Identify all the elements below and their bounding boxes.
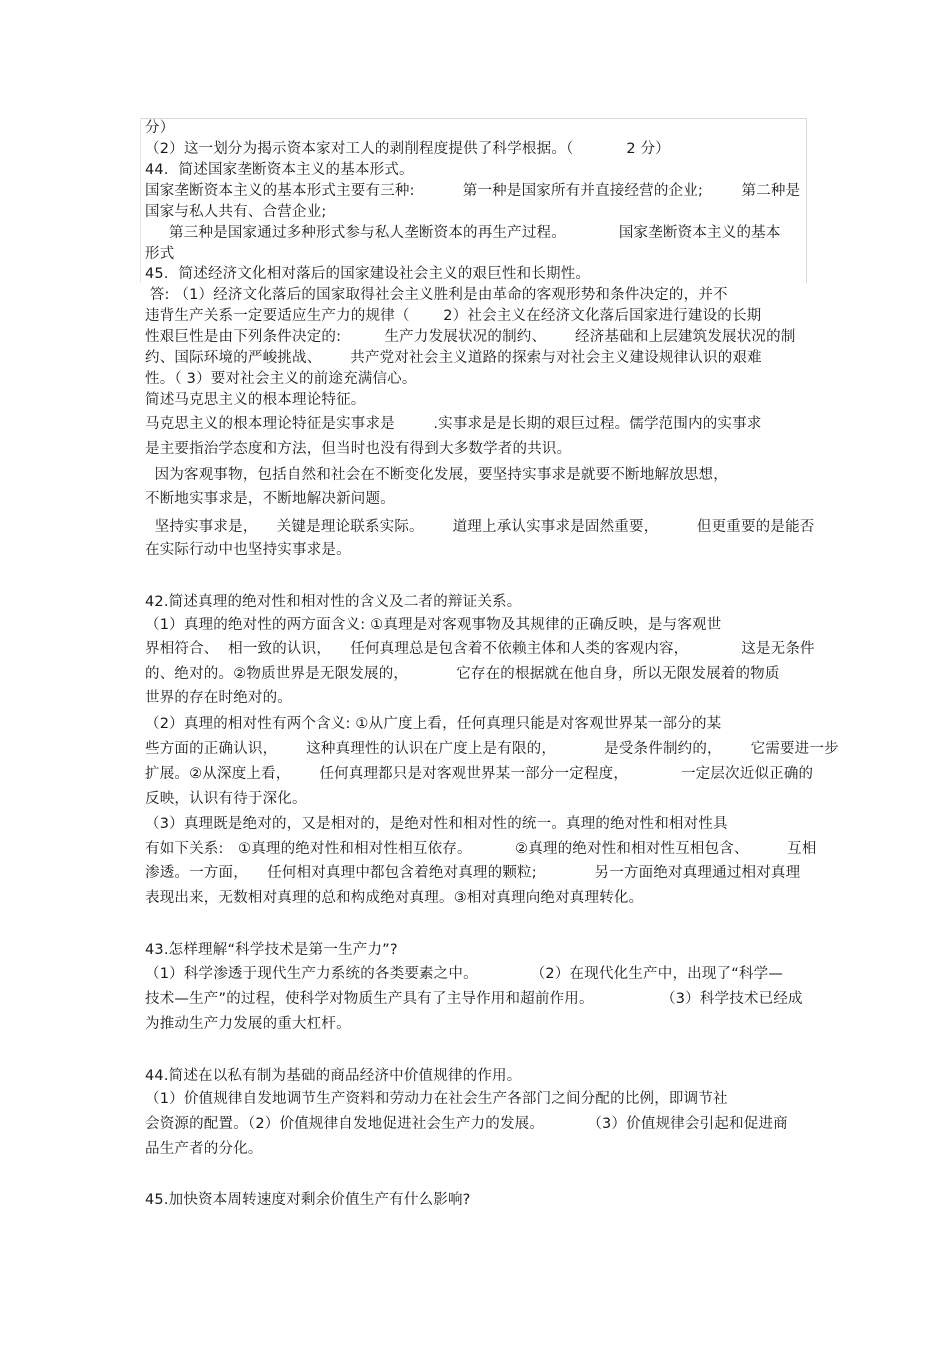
text-line: 马克思主义的根本理论特征是实事求是 .实事求是是长期的艰巨过程。儒学范围内的实事求 xyxy=(145,416,762,432)
text-line: （1）真理的绝对性的两方面含义: ①真理是对客观事物及其规律的正确反映，是与客观世 xyxy=(145,617,722,633)
text-line: 答: （1）经济文化落后的国家取得社会主义胜利是由革命的客观形势和条件决定的，并不 xyxy=(145,287,728,303)
text-line: 有如下关系: ①真理的绝对性和相对性相互依存。 ②真理的绝对性和相对性互相包含、 互相 xyxy=(145,841,817,857)
text-line: 不断地实事求是，不断地解决新问题。 xyxy=(145,491,395,507)
text-line: 会资源的配置。（2）价值规律自发地促进社会生产力的发展。 （3）价值规律会引起和促进商 xyxy=(145,1116,788,1132)
text-line: 品生产者的分化。 xyxy=(145,1141,263,1157)
frame-right-border xyxy=(806,118,807,283)
text-line: （1）价值规律自发地调节生产资料和劳动力在社会生产各部门之间分配的比例，即调节社 xyxy=(145,1091,728,1107)
text-line: （2）这一划分为揭示资本家对工人的剥削程度提供了科学根据。（ 2 分） xyxy=(145,141,671,157)
question-heading: 43.怎样理解“科学技术是第一生产力”? xyxy=(145,942,398,958)
text-line: 是主要指治学态度和方法，但当时也没有得到大多数学者的共识。 xyxy=(145,441,572,457)
frame-left-border xyxy=(140,118,141,283)
question-heading: 42.简述真理的绝对性和相对性的含义及二者的辩证关系。 xyxy=(145,594,522,610)
frame-top-border xyxy=(140,118,806,119)
text-line: （3）真理既是绝对的，又是相对的，是绝对性和相对性的统一。真理的绝对性和相对性具 xyxy=(145,816,728,832)
text-line: 表现出来，无数相对真理的总和构成绝对真理。③相对真理向绝对真理转化。 xyxy=(145,890,644,906)
text-line: 约、国际环境的严峻挑战、 共产党对社会主义道路的探索与对社会主义建设规律认识的艰难 xyxy=(145,350,762,366)
text-line: 坚持实事求是， 关键是理论联系实际。 道理上承认实事求是固然重要， 但更重要的是能否 xyxy=(145,519,815,535)
question-heading: 45.加快资本周转速度对剩余价值生产有什么影响? xyxy=(145,1192,471,1208)
text-line: 形式 xyxy=(145,246,175,262)
question-heading: 44.简述在以私有制为基础的商品经济中价值规律的作用。 xyxy=(145,1068,522,1084)
text-line: （2）真理的相对性有两个含义: ①从广度上看，任何真理只能是对客观世界某一部分的某 xyxy=(145,716,722,732)
text-line: 技术—生产”的过程，使科学对物质生产具有了主导作用和超前作用。 （3）科学技术已经成 xyxy=(145,991,803,1007)
text-line: （1）科学渗透于现代生产力系统的各类要素之中。 （2）在现代化生产中，出现了“科学— xyxy=(145,966,784,982)
text-line: 的、绝对的。②物质世界是无限发展的， 它存在的根据就在他自身，所以无限发展着的物质 xyxy=(145,666,780,682)
text-line: 为推动生产力发展的重大杠杆。 xyxy=(145,1016,351,1032)
text-line: 在实际行动中也坚持实事求是。 xyxy=(145,542,351,558)
text-line: 违背生产关系一定要适应生产力的规律（ 2）社会主义在经济文化落后国家进行建设的长期 xyxy=(145,308,762,324)
question-heading: 45．简述经济文化相对落后的国家建设社会主义的艰巨性和长期性。 xyxy=(145,266,591,282)
text-line: 国家垄断资本主义的基本形式主要有三种: 第一种是国家所有并直接经营的企业; 第二种是 xyxy=(145,183,801,199)
text-line: 因为客观事物，包括自然和社会在不断变化发展，要坚持实事求是就要不断地解放思想， xyxy=(145,467,728,483)
text-line: 世界的存在时绝对的。 xyxy=(145,690,292,706)
text-line: 分） xyxy=(145,120,175,136)
text-line: 渗透。一方面， 任何相对真理中都包含着绝对真理的颗粒; 另一方面绝对真理通过相对真理 xyxy=(145,865,801,881)
text-line: 性艰巨性是由下列条件决定的: 生产力发展状况的制约、 经济基础和上层建筑发展状况的制 xyxy=(145,329,796,345)
text-line: 扩展。②从深度上看， 任何真理都只是对客观世界某一部分一定程度， 一定层次近似正确的 xyxy=(145,766,814,782)
text-line: 第三种是国家通过多种形式参与私人垄断资本的再生产过程。 国家垄断资本主义的基本 xyxy=(145,225,781,241)
text-line: 国家与私人共有、合营企业; xyxy=(145,204,327,220)
text-line: 些方面的正确认识， 这种真理性的认识在广度上是有限的， 是受条件制约的， 它需要进一步 xyxy=(145,741,839,757)
text-line: 性。（ 3）要对社会主义的前途充满信心。 xyxy=(145,371,417,387)
question-heading: 44．简述国家垄断资本主义的基本形式。 xyxy=(145,162,414,178)
question-heading: 简述马克思主义的根本理论特征。 xyxy=(145,392,366,408)
text-line: 反映，认识有待于深化。 xyxy=(145,791,307,807)
text-line: 界相符合、 相一致的认识， 任何真理总是包含着不依赖主体和人类的客观内容， 这是无条件 xyxy=(145,641,815,657)
